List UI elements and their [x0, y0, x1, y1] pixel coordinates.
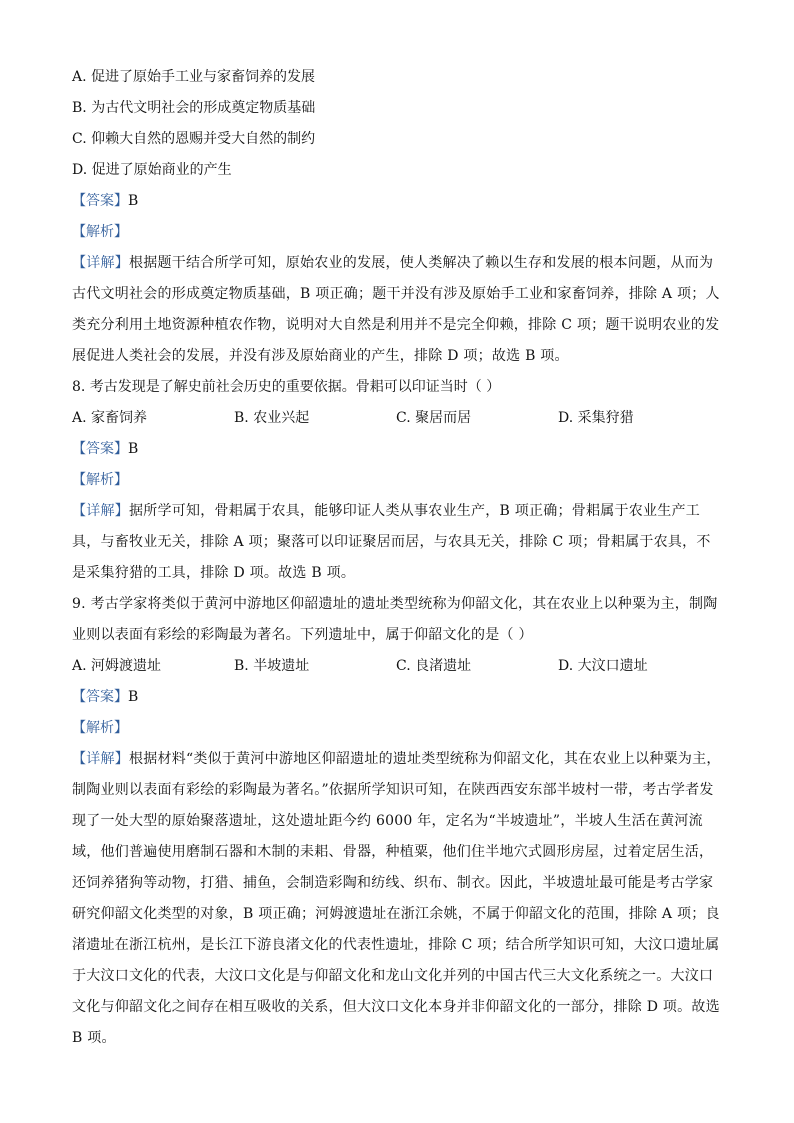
answer-value: B [128, 193, 139, 209]
q9-detail [72, 744, 724, 1054]
detail-tag: 【详解】 [72, 751, 129, 767]
answer-value: B [128, 441, 139, 457]
analysis-tag: 【解析】 [72, 472, 128, 488]
answer-tag: 【答案】 [72, 441, 128, 457]
q7-option-d: D. 促进了原始商业的产生 [72, 162, 232, 178]
q9-answer [72, 682, 724, 713]
q8-option-b: B. 农业兴起 [234, 410, 310, 426]
q8-option-d: D. 采集狩猎 [558, 410, 634, 426]
q9-option-a: A. 河姆渡遗址 [72, 658, 162, 674]
q8-answer [72, 434, 724, 465]
q8-options [72, 403, 724, 434]
answer-value: B [128, 689, 139, 705]
q9-option-d: D. 大汶口遗址 [558, 658, 648, 674]
q9-option-c: C. 良渚遗址 [396, 658, 472, 674]
q7-analysis [72, 217, 724, 248]
q7-option-b: B. 为古代文明社会的形成奠定物质基础 [72, 100, 316, 116]
analysis-tag: 【解析】 [72, 224, 128, 240]
q9-stem: 9. 考古学家将类似于黄河中游地区仰韶遗址的遗址类型统称为仰韶文化，其在农业上以种粟为主，制陶业则以表面有彩绘的彩陶最为著名。下列遗址中，属于仰韶文化的是（ ） [72, 596, 718, 643]
detail-text: 据所学可知，骨耜属于农具，能够印证人类从事农业生产，B 项正确；骨耜属于农业生产工具，与畜牧业无关，排除 A 项；聚落可以印证聚居而居，与农具无关，排除 C 项；骨耜属于农具，不是采集狩猎的工具，排除 D 项。故选 B 项。 [72, 503, 711, 581]
detail-tag: 【详解】 [72, 503, 129, 519]
analysis-tag: 【解析】 [72, 720, 128, 736]
q7-answer [72, 186, 724, 217]
document-page [72, 62, 724, 1054]
detail-tag: 【详解】 [72, 255, 129, 271]
q8-analysis [72, 465, 724, 496]
q8-option-c: C. 聚居而居 [396, 410, 472, 426]
q8-stem: 8. 考古发现是了解史前社会历史的重要依据。骨耜可以印证当时（ ） [72, 379, 501, 395]
q8-option-a: A. 家畜饲养 [72, 410, 148, 426]
q9-analysis [72, 713, 724, 744]
q7-option-c: C. 仰赖大自然的恩赐并受大自然的制约 [72, 131, 316, 147]
q8-detail [72, 496, 724, 589]
q7-detail [72, 248, 724, 372]
answer-tag: 【答案】 [72, 689, 128, 705]
answer-tag: 【答案】 [72, 193, 128, 209]
detail-text: 根据材料“类似于黄河中游地区仰韶遗址的遗址类型统称为仰韶文化，其在农业上以种粟为主，制陶业则以表面有彩绘的彩陶最为著名。”依据所学知识可知，在陕西西安东部半坡村一带，考古学者发现了一处大型的原始聚落遗址，这处遗址距今约 6000 年，定名为“半坡遗址”，半坡人生活在黄河流域，他们普遍使用磨制石器和木制的耒耜、骨器，种植粟，他们住半地穴式圆形房屋，过着定居生活，还饲养猪狗等动物，打猎、捕鱼，会制造彩陶和纺线、织布、制衣。因此，半坡遗址最可能是考古学家研究仰韶文化类型的对象，B 项正确；河姆渡遗址在浙江余姚，不属于仰韶文化的范围，排除 A 项；良渚遗址在浙江杭州，是长江下游良渚文化的代表性遗址，排除 C 项；结合所学知识可知，大汶口遗址属于大汶口文化的代表，大汶口文化是与仰韶文化和龙山文化并列的中国古代三大文化系统之一。大汶口文化与仰韶文化之间存在相互吸收的关系，但大汶口文化本身并非仰韶文化的一部分，排除 D 项。故选 B 项。 [72, 751, 721, 1046]
q7-option-a: A. 促进了原始手工业与家畜饲养的发展 [72, 69, 316, 85]
detail-text: 根据题干结合所学可知，原始农业的发展，使人类解决了赖以生存和发展的根本问题，从而为古代文明社会的形成奠定物质基础，B 项正确；题干并没有涉及原始手工业和家畜饲养，排除 A 项；人类充分利用土地资源种植农作物，说明对大自然是利用并不是完全仰赖，排除 C 项；题干说明农业的发展促进人类社会的发展，并没有涉及原始商业的产生，排除 D 项；故选 B 项。 [72, 255, 720, 364]
q9-option-b: B. 半坡遗址 [234, 658, 310, 674]
q9-options [72, 651, 724, 682]
